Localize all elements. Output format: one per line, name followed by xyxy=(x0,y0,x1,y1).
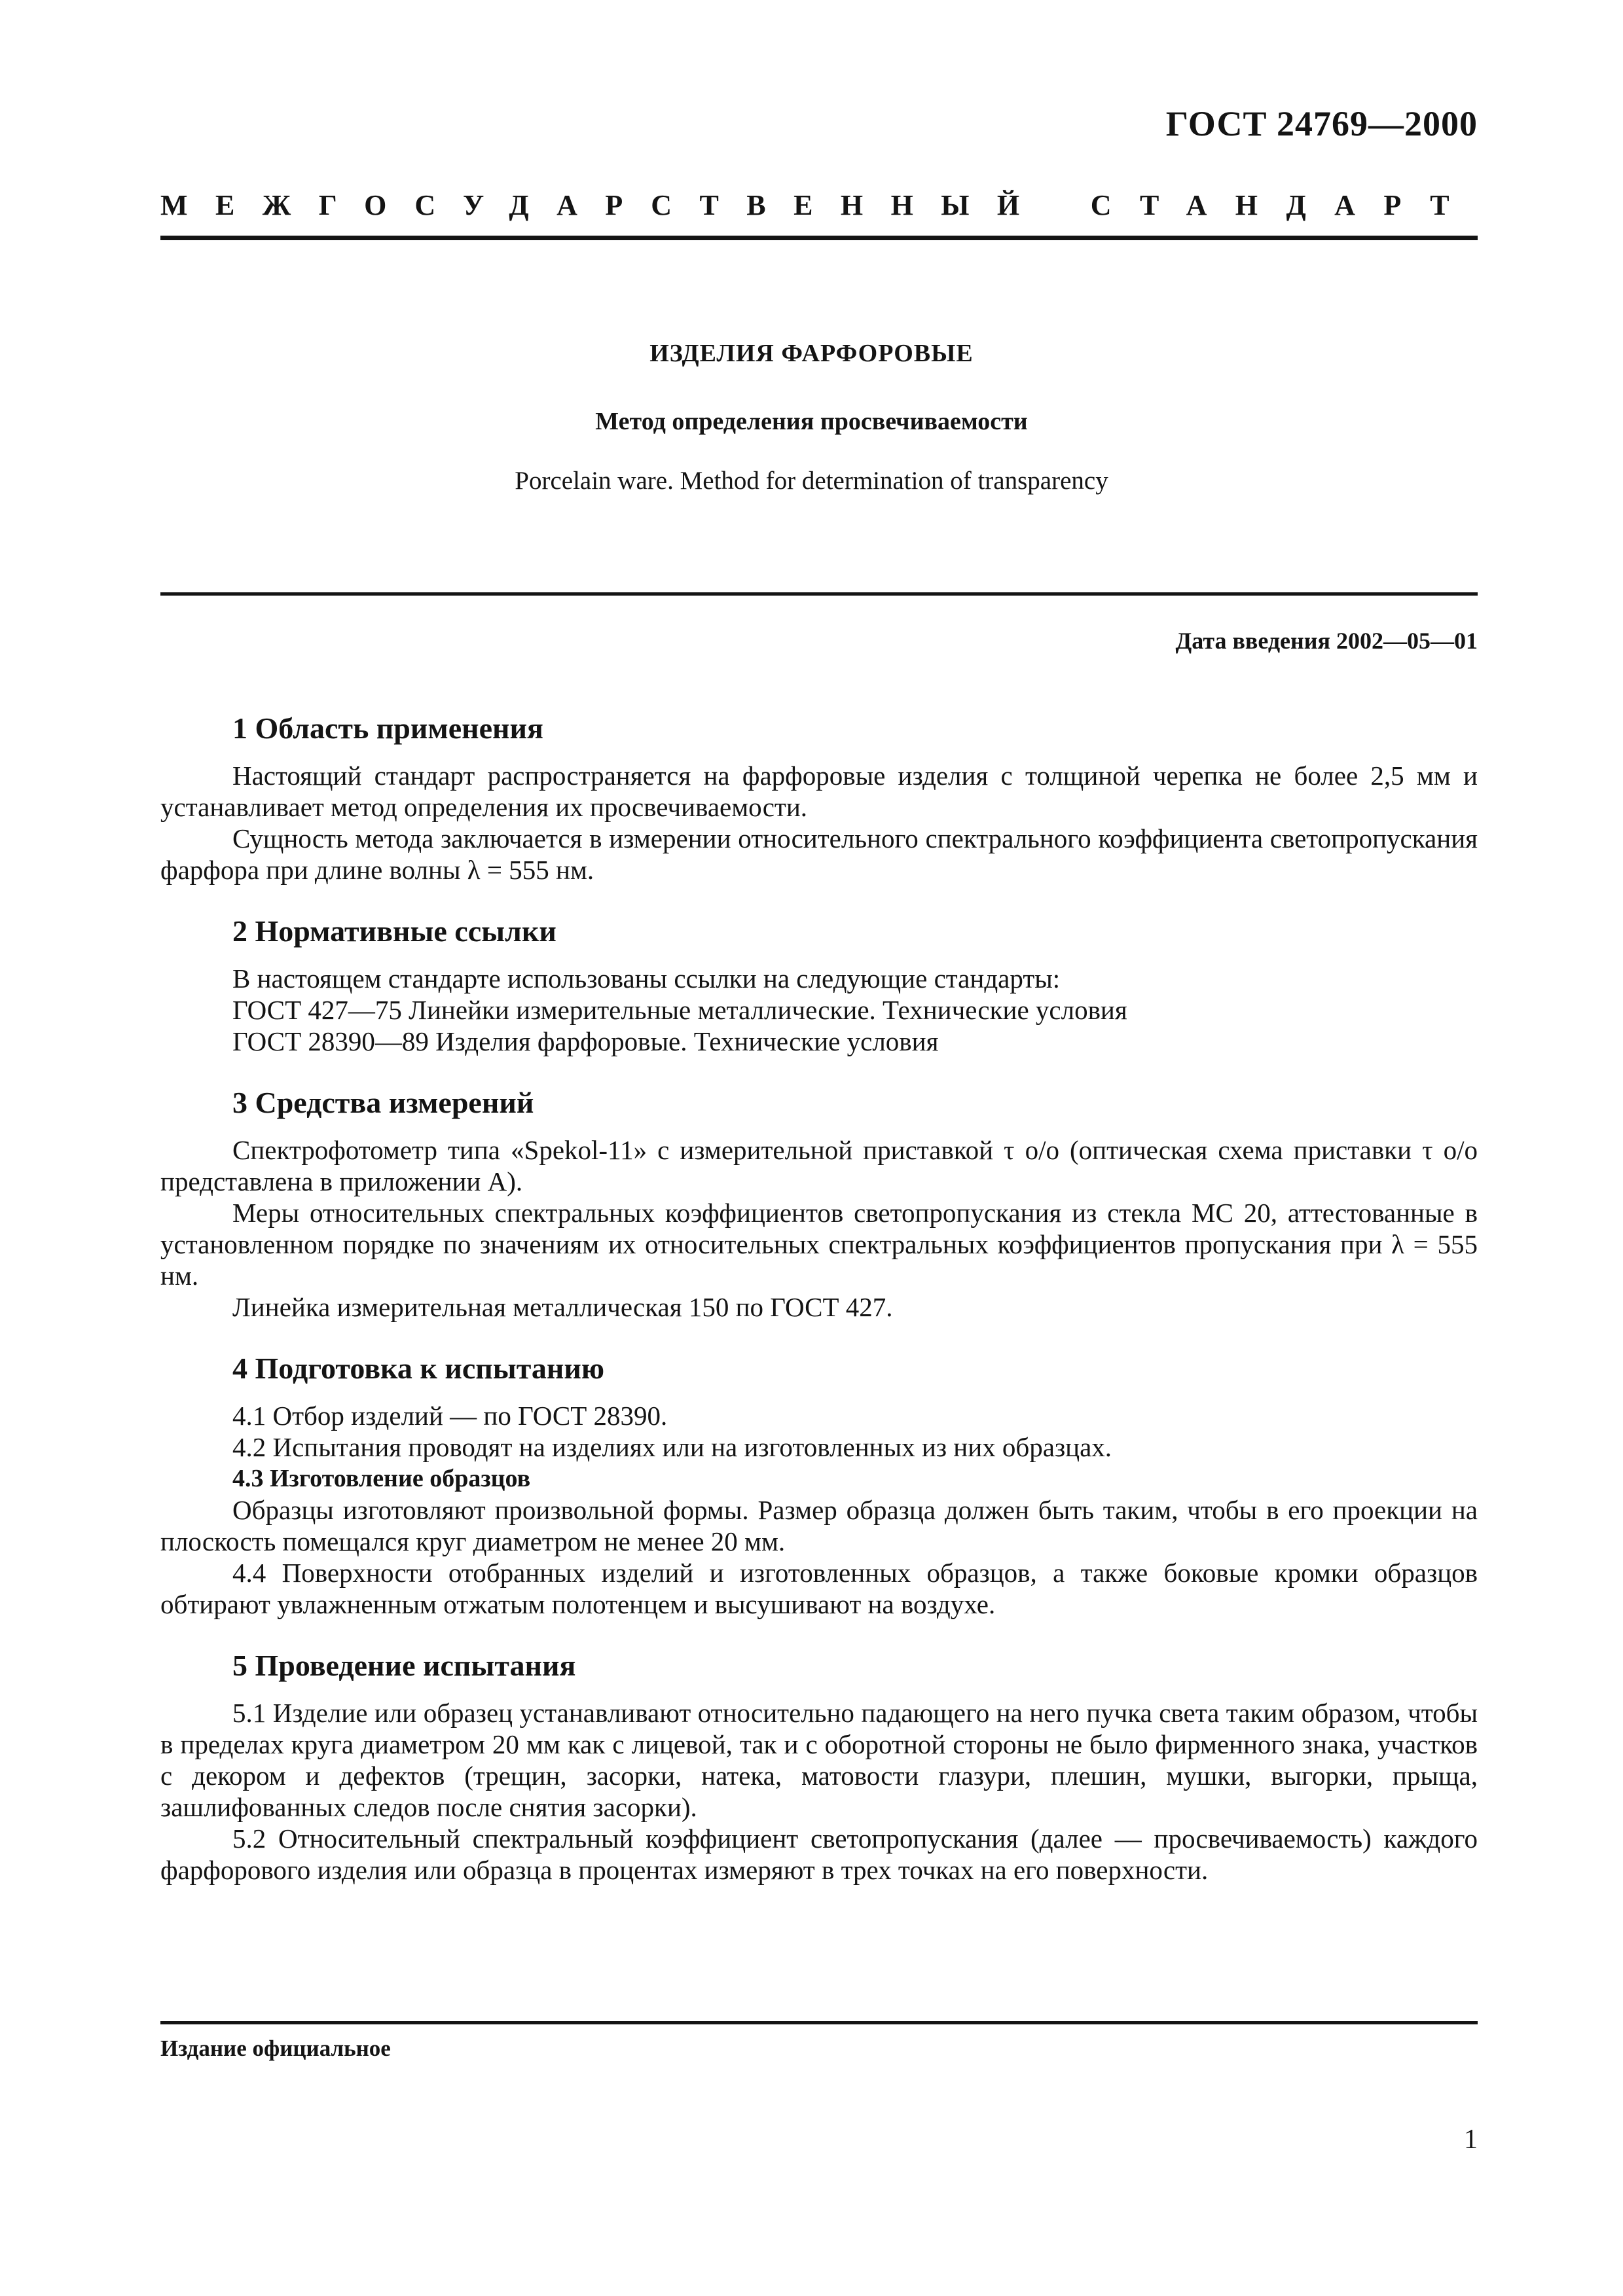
section-title: 2 Нормативные ссылки xyxy=(232,914,556,948)
section-testing xyxy=(160,1647,1478,1886)
section-title: 5 Проведение испытания xyxy=(232,1649,576,1682)
section-references xyxy=(160,913,1478,1057)
section-title: 3 Средства измерений xyxy=(232,1086,534,1119)
banner-word: СТАНДАРТ xyxy=(1090,189,1478,221)
reference-item: ГОСТ 427—75 Линейки измерительные металлические. Технические условия xyxy=(232,995,1127,1025)
paragraph: В настоящем стандарте использованы ссылки на следующие стандарты: xyxy=(232,963,1061,994)
document-number: ГОСТ 24769—2000 xyxy=(1165,104,1478,143)
paragraph: 4.4 Поверхности отобранных изделий и изготовленных образцов, а также боковые кромки образцов обтирают увлажненным отжатым полотенцем и высушивают на воздухе. xyxy=(160,1558,1478,1619)
official-edition-note: Издание официальное xyxy=(160,2036,391,2061)
section-preparation xyxy=(160,1350,1478,1620)
paragraph: 4.1 Отбор изделий — по ГОСТ 28390. xyxy=(232,1401,668,1431)
reference-item: ГОСТ 28390—89 Изделия фарфоровые. Технические условия xyxy=(232,1026,939,1056)
document-subtitle: Метод определения просвечиваемости xyxy=(595,408,1028,435)
paragraph: 5.2 Относительный спектральный коэффициент светопропускания (далее — просвечиваемость) каждого фарфорового изделия или образца в процентах измеряют в трех точках на его поверхности. xyxy=(160,1823,1478,1885)
page-number: 1 xyxy=(1464,2125,1478,2155)
paragraph: 5.1 Изделие или образец устанавливают относительно падающего на него пучка света таким образом, чтобы в пределах круга диаметром 20 мм как с лицевой, так и с оборотной стороны не было фирменного знака, участков с декором и дефектов (трещин, засорки, натека, матовости глазури, плешин, мушки, выгорки, прыща, зашлифованных следов после снятия засорки). xyxy=(160,1698,1478,1822)
section-title: 4 Подготовка к испытанию xyxy=(232,1352,605,1385)
paragraph: Настоящий стандарт распространяется на фарфоровые изделия с толщиной черепка не более 2,5 мм и устанавливает метод определения их просвечиваемости. xyxy=(160,761,1478,822)
header-rule xyxy=(160,236,1478,240)
section-scope xyxy=(160,710,1478,886)
document-title: ИЗДЕЛИЯ ФАРФОРОВЫЕ xyxy=(649,340,974,367)
standard-banner xyxy=(160,188,1478,222)
paragraph: Спектрофотометр типа «Spekol-11» с измерительной приставкой τ о/о (оптическая схема приставки τ о/о представлена в приложении А). xyxy=(160,1135,1478,1196)
document-title-english: Porcelain ware. Method for determination of transparency xyxy=(515,467,1108,495)
paragraph: Сущность метода заключается в измерении относительного спектрального коэффициента светопропускания фарфора при длине волны λ = 555 нм. xyxy=(160,823,1478,885)
paragraph: Линейка измерительная металлическая 150 по ГОСТ 427. xyxy=(232,1292,893,1322)
title-rule xyxy=(160,592,1478,596)
banner-word: МЕЖГОСУДАРСТВЕННЫЙ xyxy=(160,189,1048,221)
section-title: 1 Область применения xyxy=(232,711,543,745)
paragraph: Меры относительных спектральных коэффициентов светопропускания из стекла МС 20, аттестованные в установленном порядке по значениям их относительных спектральных коэффициентов пропускания при λ = 555 нм. xyxy=(160,1198,1478,1291)
footer-rule xyxy=(160,2021,1478,2024)
document-body xyxy=(160,710,1478,1913)
introduction-date: Дата введения 2002—05—01 xyxy=(1175,628,1478,654)
subsection-title: 4.3 Изготовление образцов xyxy=(232,1465,531,1492)
section-measuring-instruments xyxy=(160,1085,1478,1323)
paragraph: 4.2 Испытания проводят на изделиях или на изготовленных из них образцах. xyxy=(232,1432,1112,1462)
paragraph: Образцы изготовляют произвольной формы. Размер образца должен быть таким, чтобы в его проекции на плоскость помещался круг диаметром не менее 20 мм. xyxy=(160,1495,1478,1556)
